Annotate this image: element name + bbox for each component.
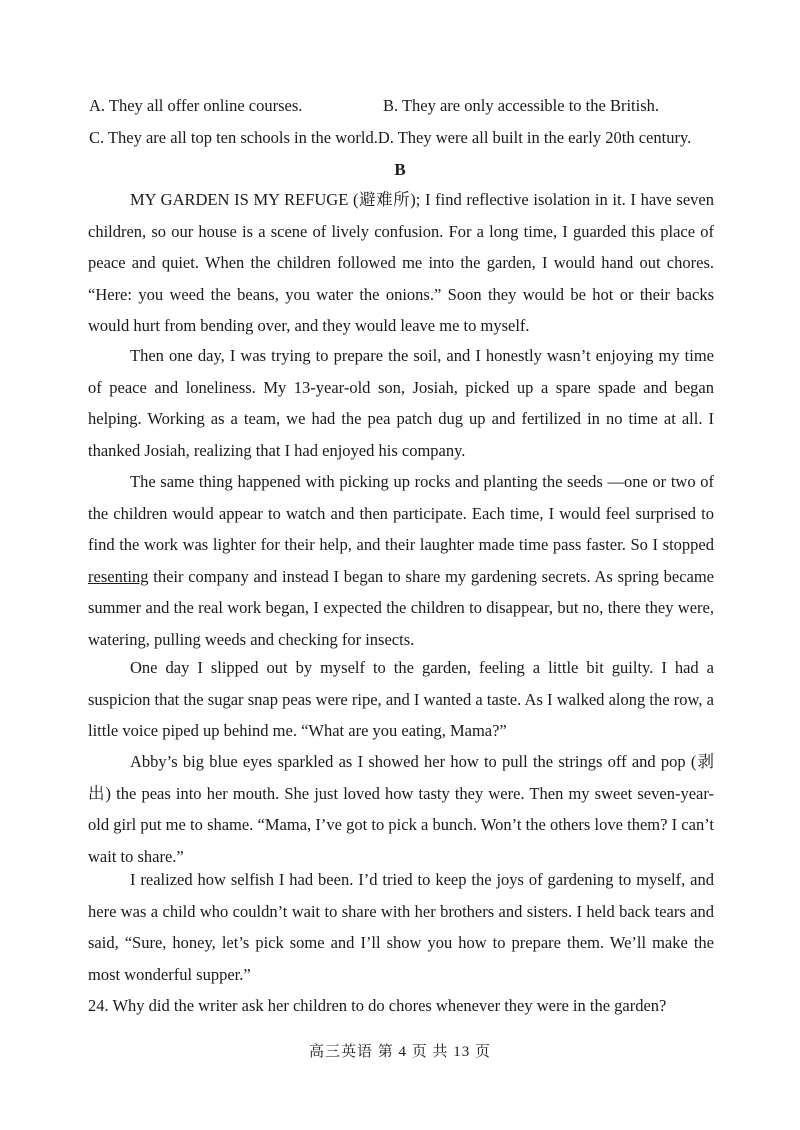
paragraph-1: MY GARDEN IS MY REFUGE (避难所); I find reflective isolation in it. I have seven children, so our house is a scene of lively confusion. For a long time, I guarded this place of peace and quiet. When the children followed me into the garden, I would hand out chores. “Here: you weed the beans, you water the onions.” Soon they would be hot or their backs would hurt from bending over, and they would leave me to myself. xyxy=(88,190,714,336)
paragraph-6: I realized how selfish I had been. I’d tried to keep the joys of gardening to myself, and here was a child who couldn’t wait to share with her brothers and sisters. I held back tears and said, “Sure, honey, let’s pick some and I’ll show you how to prepare them. We’ll make the most wonderful supper.” xyxy=(88,870,714,984)
section-label: B xyxy=(394,160,406,179)
option-c-d: C. They are all top ten schools in the world.D. They were all built in the early 20th century. xyxy=(89,128,692,147)
page-footer: 高三英语 第 4 页 共 13 页 xyxy=(308,1044,491,1060)
paragraph-3-end: their company and instead I began to share my gardening secrets. As spring became summer and the real work began, I expected the children to disappear, but no, there they were, watering, pulling weeds and checking for insects. xyxy=(88,566,714,649)
paragraph-3 xyxy=(88,466,714,656)
paragraph-4: One day I slipped out by myself to the garden, feeling a little bit guilty. I had a suspicion that the sugar snap peas were ripe, and I wanted a taste. As I walked along the row, a little voice piped up behind me. “What are you eating, Mama?” xyxy=(88,658,714,741)
paragraph-5: Abby’s big blue eyes sparkled as I showed her how to pull the strings off and pop (剥出) the peas into her mouth. She just loved how tasty they were. Then my sweet seven-year-old girl put me to shame. “Mama, I’ve got to pick a bunch. Won’t the others love them? I can’t wait to share.” xyxy=(88,752,714,866)
question-24: 24. Why did the writer ask her children to do chores whenever they were in the garden? xyxy=(88,996,667,1015)
paragraph-3-start: The same thing happened with picking up rocks and planting the seeds —one or two of the children would appear to watch and then participate. Each time, I would feel surprised to find the work was lighter for their help, and their laughter made time pass faster. So I stopped xyxy=(88,472,714,555)
underlined-word: resenting xyxy=(88,566,149,586)
option-a: A. They all offer online courses. xyxy=(89,96,303,115)
paragraph-2: Then one day, I was trying to prepare the soil, and I honestly wasn’t enjoying my time of peace and loneliness. My 13-year-old son, Josiah, picked up a spare spade and began helping. Working as a team, we had the pea patch dug up and fertilized in no time at all. I thanked Josiah, realizing that I had enjoyed his company. xyxy=(88,346,714,460)
option-b: B. They are only accessible to the British. xyxy=(383,96,660,115)
